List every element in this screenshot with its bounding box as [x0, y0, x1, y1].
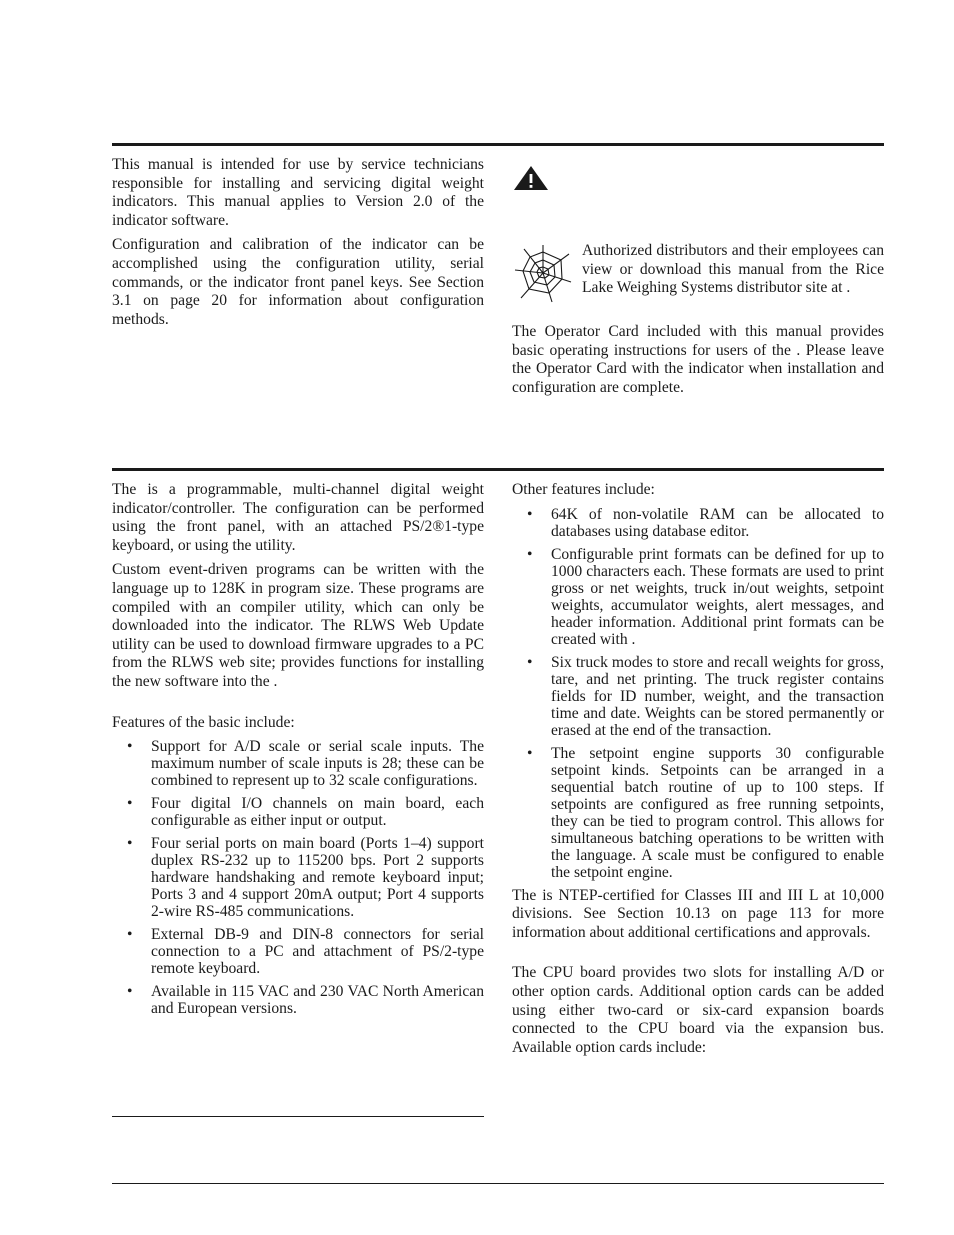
list-item: • Four serial ports on main board (Ports 1–4) support duplex RS-232 up to 115200 bps. Port 2 supports hardware handshaking and remote keyboard input; Ports 3 and 4 support 20mA output; Port 4 supports 2-wire RS-485 communications. — [112, 835, 484, 920]
ntep-paragraph: The is NTEP-certified for Classes III and III L at 10,000 divisions. See Section 10.13 on page 113 for more information about additional certifications and approvals. — [512, 886, 884, 941]
warning-triangle-icon — [513, 165, 549, 196]
list-item: • The setpoint engine supports 30 configurable setpoint kinds. Setpoints can be arranged in a sequential batch routine of up to 100 steps. If setpoints are configured as free running setpoints, they can be tied to program control. This allows for simultaneous batching operations to be written with the language. A scale must be configured to enable the setpoint engine. — [512, 745, 884, 881]
overview-paragraph: The is a programmable, multi-channel digital weight indicator/controller. The configuration can be performed using the front panel, with an attached PS/2®1-type keyboard, or using the utility. — [112, 481, 484, 554]
section-rule-left-bottom — [112, 1116, 484, 1117]
list-item: • External DB-9 and DIN-8 connectors for serial connection to a PC and attachment of PS/2-type remote keyboard. — [112, 926, 484, 977]
list-item: • 64K of non-volatile RAM can be allocated to databases using database editor. — [512, 506, 884, 540]
section-rule-top — [112, 143, 884, 146]
list-item: • Four digital I/O channels on main board, each configurable as either input or output. — [112, 795, 484, 829]
intro-paragraph: This manual is intended for use by service technicians responsible for installing and servicing digital weight indicators. This manual applies to Version 2.0 of the indicator software. — [112, 156, 484, 229]
list-item: • Support for A/D scale or serial scale inputs. The maximum number of scale inputs is 28; these can be combined to represent up to 32 scale configurations. — [112, 738, 484, 789]
left-bottom-column — [112, 481, 484, 1023]
programming-paragraph: Custom event-driven programs can be written with the language up to 128K in program size. These programs are compiled with an compiler utility, which can only be downloaded into the indicator. The RLWS Web Update utility can be used to download firmware upgrades to a PC from the RLWS web site; provides functions for installing the new software into the . — [112, 561, 484, 690]
right-bottom-column — [512, 481, 884, 1063]
cpu-board-paragraph: The CPU board provides two slots for installing A/D or other option cards. Additional option cards can be added using either two-card or six-card expansion boards connected to the CPU board via the expansion bus. Available option cards include: — [512, 964, 884, 1056]
section-rule-middle — [112, 468, 884, 471]
list-item: • Available in 115 VAC and 230 VAC North American and European versions. — [112, 983, 484, 1017]
left-top-column — [112, 156, 484, 335]
operator-card-paragraph: The Operator Card included with this manual provides basic operating instructions for users of the . Please leave the Operator Card with the indicator when installation and configuration are complete. — [512, 323, 884, 396]
features-list — [112, 738, 484, 1017]
footer-rule — [112, 1183, 884, 1184]
list-item: • Configurable print formats can be defined for up to 1000 characters each. These formats are used to print gross or net weights, truck in/out weights, setpoint weights, accumulator weights, alert messages, and header information. Additional print formats can be created with . — [512, 546, 884, 648]
distributor-site-paragraph: Authorized distributors and their employees can view or download this manual from the Rice Lake Weighing Systems distributor site at . — [582, 242, 884, 297]
spiderweb-icon — [512, 242, 574, 309]
other-features-intro: Other features include: — [512, 481, 655, 498]
other-features-list — [512, 506, 884, 881]
list-item: • Six truck modes to store and recall weights for gross, tare, and net printing. The truck register contains fields for ID number, weight, and the transaction time and date. Weights can be stored permanently or erased at the end of the transaction. — [512, 654, 884, 739]
operator-card-block — [512, 323, 884, 403]
features-intro: Features of the basic include: — [112, 713, 295, 731]
configuration-paragraph: Configuration and calibration of the indicator can be accomplished using the configuration utility, serial commands, or the indicator front panel keys. See Section 3.1 on page 20 for information about configuration methods. — [112, 236, 484, 328]
